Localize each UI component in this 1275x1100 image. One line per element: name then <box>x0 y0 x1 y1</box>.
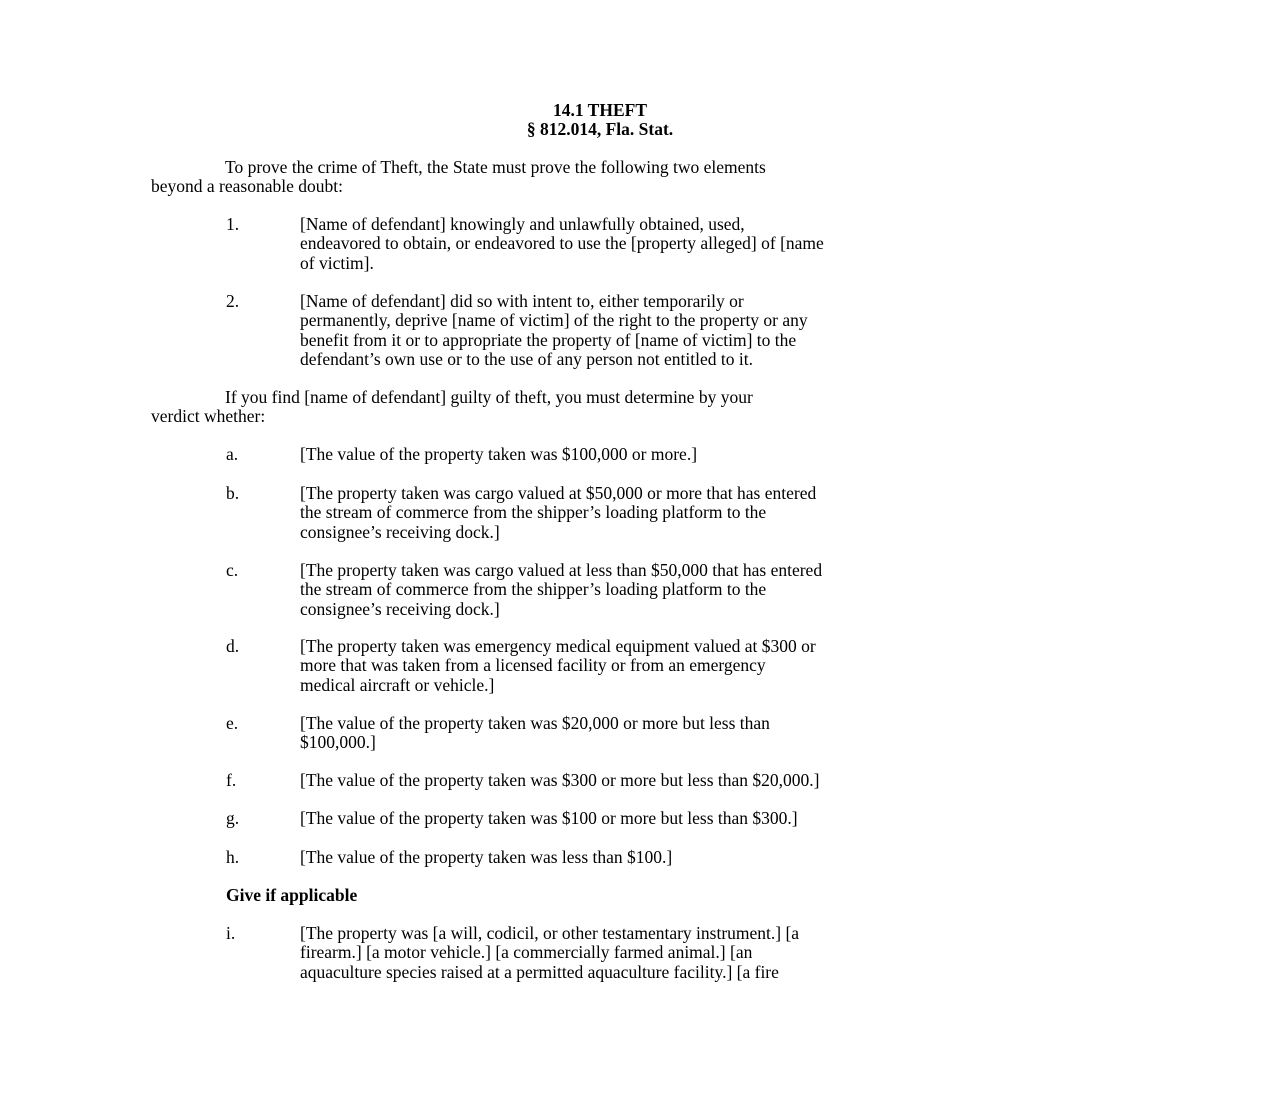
option-line: [The property was [a will, codicil, or other testamentary instrument.] [a <box>300 923 800 943</box>
list-marker: 2. <box>226 291 240 311</box>
element-line: of victim]. <box>300 252 374 273</box>
option-line: [The property taken was cargo valued at $50,000 or more that has entered <box>300 483 817 503</box>
option-line: $100,000.] <box>300 732 376 753</box>
list-marker: f. <box>226 770 237 790</box>
statute-reference: § 812.014, Fla. Stat. <box>526 119 674 139</box>
option-line: the stream of commerce from the shipper’s loading platform to the <box>300 502 767 523</box>
element-line: defendant’s own use or to the use of any person not entitled to it. <box>300 349 753 370</box>
list-marker: d. <box>226 636 240 656</box>
element-line: permanently, deprive [name of victim] of the right to the property or any <box>300 310 808 331</box>
list-marker: a. <box>226 444 239 464</box>
element-line: [Name of defendant] did so with intent to, either temporarily or <box>300 291 744 311</box>
option-line: [The value of the property taken was $20,000 or more but less than <box>300 713 770 733</box>
intro-line: beyond a reasonable doubt: <box>151 176 343 197</box>
option-line: consignee’s receiving dock.] <box>300 521 500 542</box>
list-marker: i. <box>226 923 236 943</box>
intro-paragraph <box>151 158 1051 197</box>
list-marker: e. <box>226 713 239 733</box>
option-line: [The value of the property taken was less than $100.] <box>300 847 673 867</box>
option-line: the stream of commerce from the shipper’s loading platform to the <box>300 579 767 600</box>
list-marker: b. <box>226 483 240 503</box>
document-title: 14.1 THEFT <box>552 100 647 120</box>
option-line: [The value of the property taken was $100,000 or more.] <box>300 444 698 464</box>
list-marker: h. <box>226 847 240 867</box>
element-line: benefit from it or to appropriate the property of [name of victim] to the <box>300 329 797 350</box>
option-line: [The property taken was cargo valued at less than $50,000 that has entered <box>300 560 823 580</box>
option-line: more that was taken from a licensed facility or from an emergency <box>300 655 766 676</box>
intro-line: To prove the crime of Theft, the State must prove the following two elements <box>225 157 766 177</box>
option-line: firearm.] [a motor vehicle.] [a commercially farmed animal.] [an <box>300 942 753 963</box>
list-marker: 1. <box>226 214 240 234</box>
verdict-paragraph <box>151 388 1051 427</box>
element-line: endeavored to obtain, or endeavored to use the [property alleged] of [name <box>300 233 824 254</box>
list-marker: c. <box>226 560 239 580</box>
verdict-line: If you find [name of defendant] guilty of theft, you must determine by your <box>225 387 753 407</box>
option-line: medical aircraft or vehicle.] <box>300 674 495 695</box>
option-line: [The property taken was emergency medical equipment valued at $300 or <box>300 636 816 656</box>
option-line: [The value of the property taken was $300 or more but less than $20,000.] <box>300 770 820 790</box>
verdict-line: verdict whether: <box>151 406 266 427</box>
option-line: consignee’s receiving dock.] <box>300 598 500 619</box>
list-marker: g. <box>226 808 240 828</box>
option-line: [The value of the property taken was $100 or more but less than $300.] <box>300 808 798 828</box>
applicable-heading: Give if applicable <box>226 885 358 905</box>
element-line: [Name of defendant] knowingly and unlawfully obtained, used, <box>300 214 745 234</box>
option-line: aquaculture species raised at a permitted aquaculture facility.] [a fire <box>300 961 779 982</box>
